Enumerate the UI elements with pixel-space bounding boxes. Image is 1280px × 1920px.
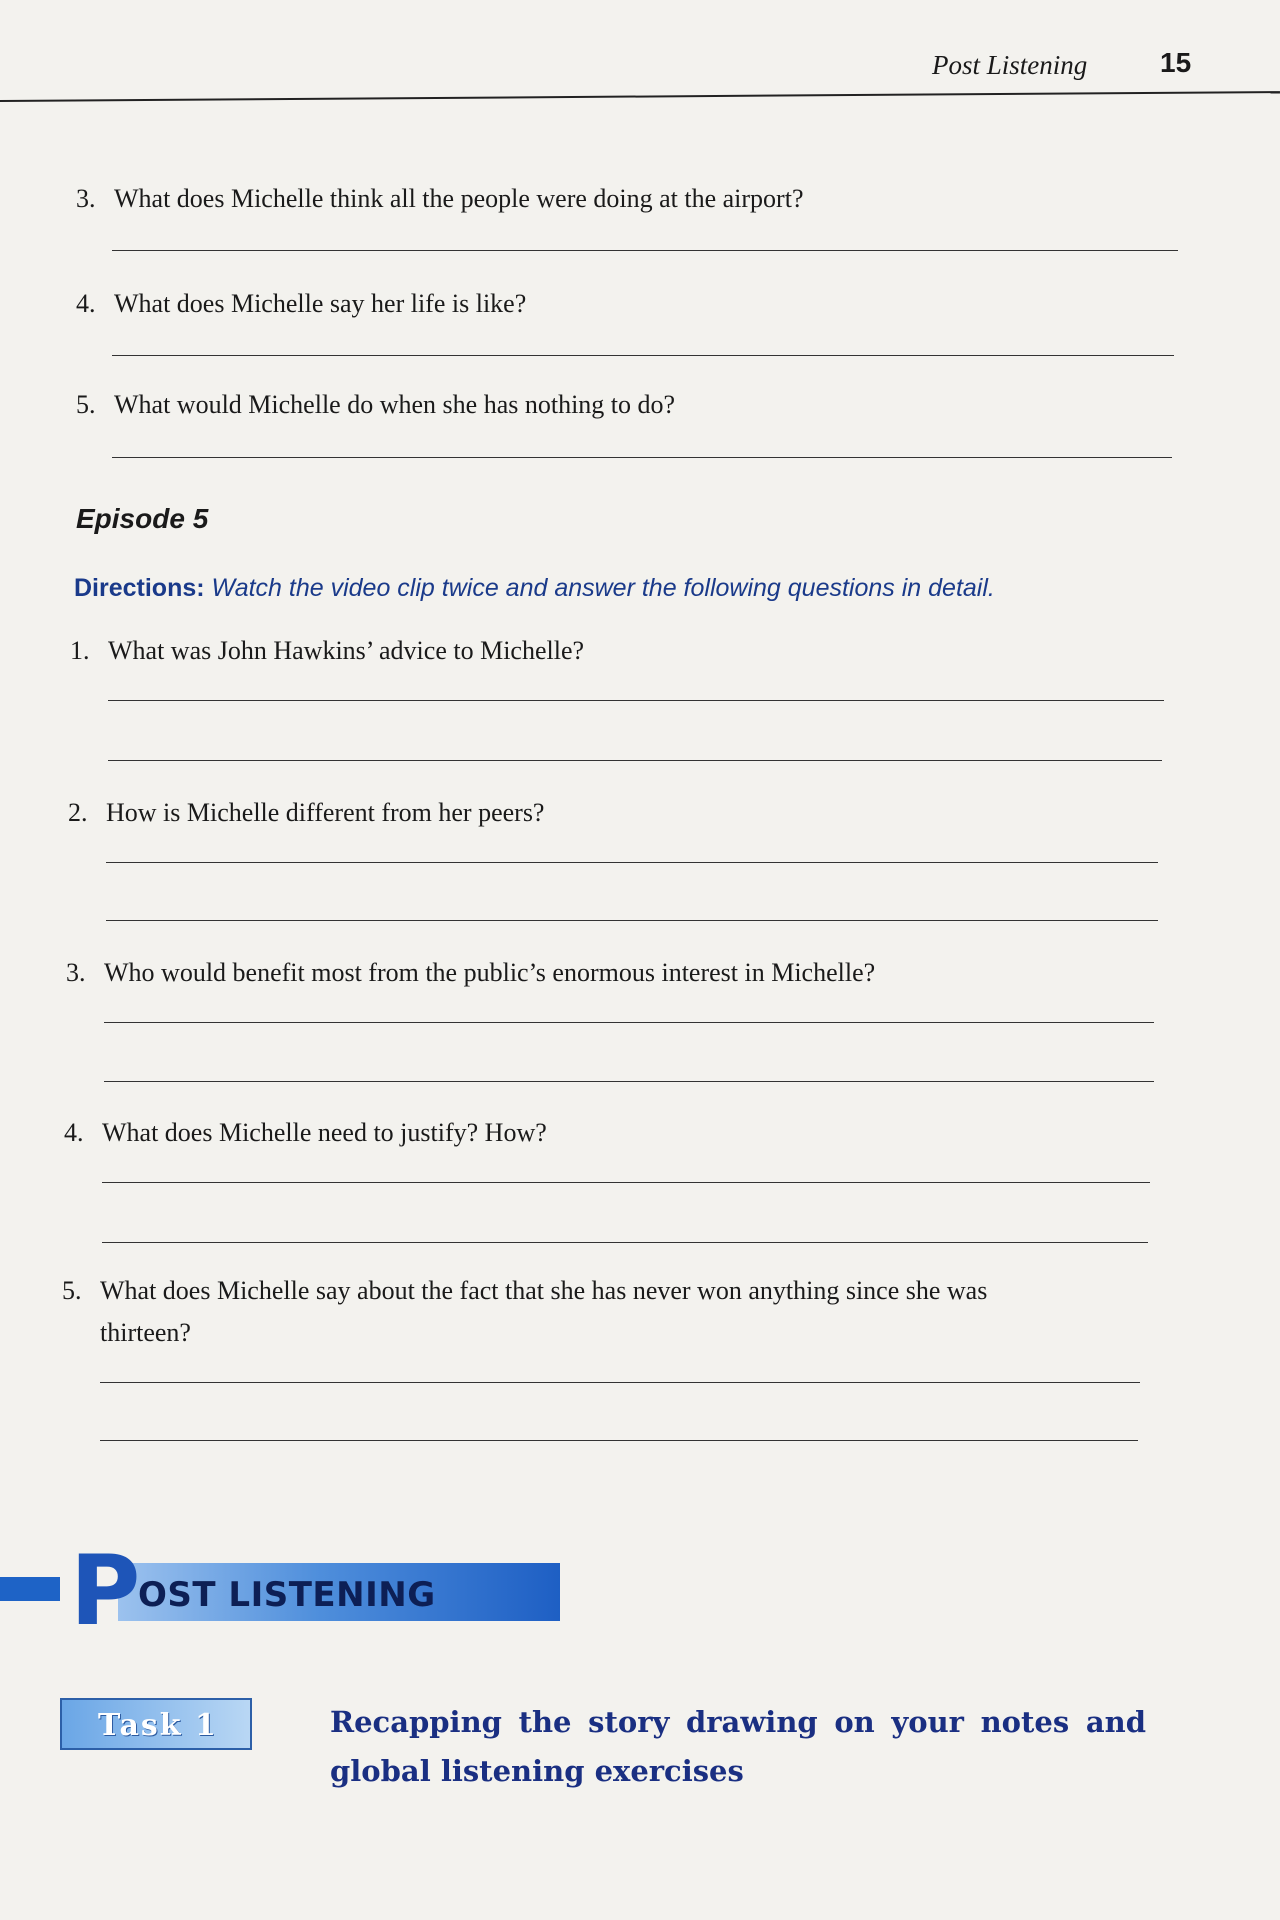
answer-line[interactable]: [102, 1242, 1148, 1243]
question-number: 4.: [76, 289, 96, 318]
question-item: [76, 384, 675, 426]
answer-line[interactable]: [106, 862, 1158, 863]
question-text: What does Michelle think all the people were doing at the airport?: [114, 184, 804, 213]
question-number: 3.: [66, 958, 86, 987]
task-title-line1: Recapping the story drawing on your notes and: [330, 1705, 1146, 1739]
directions: [74, 574, 995, 603]
episode-heading: Episode 5: [76, 503, 209, 534]
question-number: 5.: [62, 1276, 82, 1305]
question-item: [76, 283, 526, 325]
question-number: 5.: [76, 390, 96, 419]
question-item: [70, 630, 584, 672]
answer-line[interactable]: [106, 920, 1158, 921]
answer-line[interactable]: [100, 1382, 1140, 1383]
question-item: [62, 1270, 1152, 1354]
banner-initial: P: [70, 1535, 141, 1647]
question-text-continuation: thirteen?: [100, 1318, 191, 1347]
question-text: What does Michelle say about the fact that she has never won anything since she was: [100, 1276, 988, 1305]
answer-line[interactable]: [108, 700, 1164, 701]
running-header-title: Post Listening: [932, 50, 1088, 80]
question-number: 1.: [70, 636, 90, 665]
answer-line[interactable]: [104, 1022, 1154, 1023]
answer-line[interactable]: [100, 1440, 1138, 1441]
banner-bar: [0, 1577, 60, 1601]
task-title: [330, 1698, 1146, 1796]
banner-title: OST LISTENING: [138, 1575, 436, 1615]
section-banner: [0, 1535, 570, 1655]
question-text: What was John Hawkins’ advice to Michelle?: [108, 636, 585, 665]
question-text: What would Michelle do when she has nothing to do?: [114, 390, 676, 419]
answer-line[interactable]: [102, 1182, 1150, 1183]
question-item: [68, 792, 544, 834]
question-number: 2.: [68, 798, 88, 827]
question-number: 3.: [76, 184, 96, 213]
question-text: Who would benefit most from the public’s enormous interest in Michelle?: [104, 958, 876, 987]
question-text: What does Michelle say her life is like?: [114, 289, 527, 318]
task-title-line2: global listening exercises: [330, 1754, 744, 1788]
header-rule: [0, 91, 1280, 102]
directions-text: Watch the video clip twice and answer the following questions in detail.: [211, 574, 995, 602]
question-text: What does Michelle need to justify? How?: [102, 1118, 547, 1147]
page-number: 15: [1160, 47, 1192, 78]
question-number: 4.: [64, 1118, 84, 1147]
directions-label: Directions:: [74, 574, 205, 602]
question-item: [66, 952, 875, 994]
answer-line[interactable]: [108, 760, 1162, 761]
answer-line[interactable]: [112, 250, 1178, 251]
answer-line[interactable]: [104, 1081, 1154, 1082]
task-badge: [60, 1698, 252, 1750]
question-item: [64, 1112, 547, 1154]
question-item: [76, 178, 803, 220]
question-text: How is Michelle different from her peers?: [106, 798, 545, 827]
answer-line[interactable]: [112, 457, 1172, 458]
answer-line[interactable]: [112, 355, 1174, 356]
task-label: Task 1: [98, 1708, 218, 1743]
